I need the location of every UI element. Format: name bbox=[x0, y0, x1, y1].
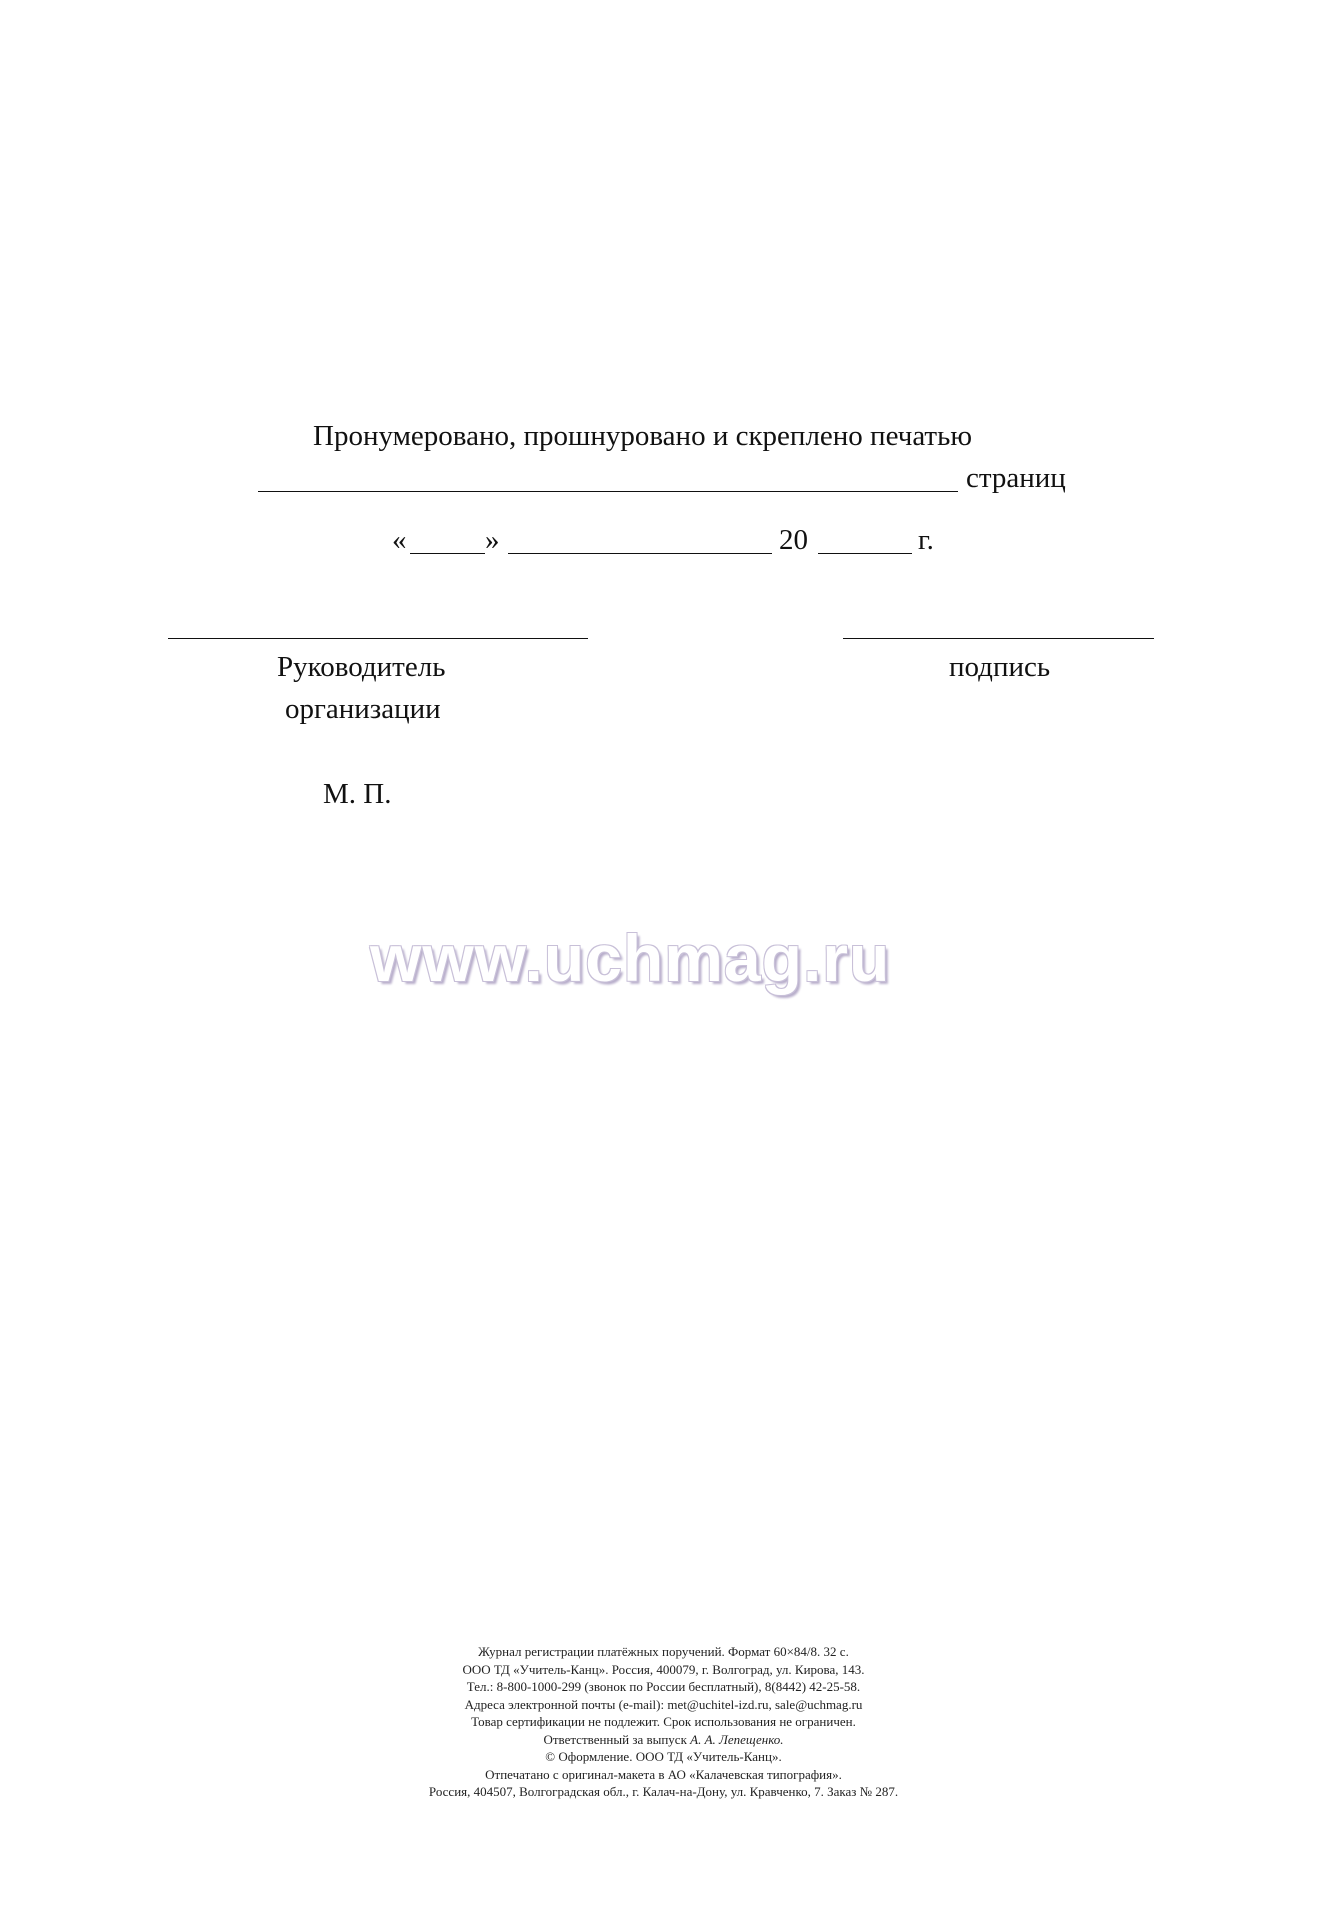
watermark: www.uchmag.ru bbox=[370, 921, 891, 995]
stamp-label: М. П. bbox=[323, 778, 392, 810]
imprint-line: Товар сертификации не подлежит. Срок использования не ограничен. bbox=[471, 1714, 856, 1729]
manager-signature-line bbox=[168, 638, 588, 639]
imprint-line: Отпечатано с оригинал-макета в АО «Калачевская типография». bbox=[485, 1766, 842, 1782]
signature-line bbox=[843, 638, 1154, 639]
year-blank bbox=[818, 553, 912, 554]
imprint-line: Россия, 404507, Волгоградская обл., г. Калач-на-Дону, ул. Кравченко, 7. Заказ № 287. bbox=[428, 1784, 899, 1799]
manager-label-line2: организации bbox=[285, 693, 441, 725]
year-suffix: г. bbox=[918, 524, 934, 556]
signature-label: подпись bbox=[949, 651, 1051, 683]
imprint-line: Адреса электронной почты (e-mail): met@uchitel-izd.ru, sale@uchmag.ru bbox=[464, 1696, 863, 1712]
year-prefix: 20 bbox=[779, 524, 808, 556]
pages-suffix: страниц bbox=[966, 462, 1066, 494]
responsible-name: А. А. Лепещенко. bbox=[690, 1731, 784, 1747]
imprint-line: © Оформление. ООО ТД «Учитель-Канц». bbox=[545, 1749, 782, 1764]
day-blank bbox=[410, 553, 485, 554]
date-close-quote: » bbox=[485, 524, 500, 556]
imprint-line-responsible bbox=[0, 1731, 1327, 1749]
imprint-footer bbox=[0, 1643, 1327, 1801]
month-blank bbox=[508, 553, 772, 554]
imprint-line: Тел.: 8-800-1000-299 (звонок по России бесплатный), 8(8442) 42-25-58. bbox=[466, 1679, 861, 1694]
responsible-prefix: Ответственный за выпуск bbox=[543, 1731, 691, 1747]
certification-heading: Пронумеровано, прошнуровано и скреплено печатью bbox=[313, 420, 972, 452]
imprint-line: Журнал регистрации платёжных поручений. Формат 60×84/8. 32 с. bbox=[478, 1644, 849, 1659]
date-open-quote: « bbox=[392, 524, 407, 556]
manager-label-line1: Руководитель bbox=[277, 651, 446, 683]
pages-count-blank bbox=[258, 491, 958, 492]
imprint-line: ООО ТД «Учитель-Канц». Россия, 400079, г. Волгоград, ул. Кирова, 143. bbox=[462, 1661, 865, 1677]
